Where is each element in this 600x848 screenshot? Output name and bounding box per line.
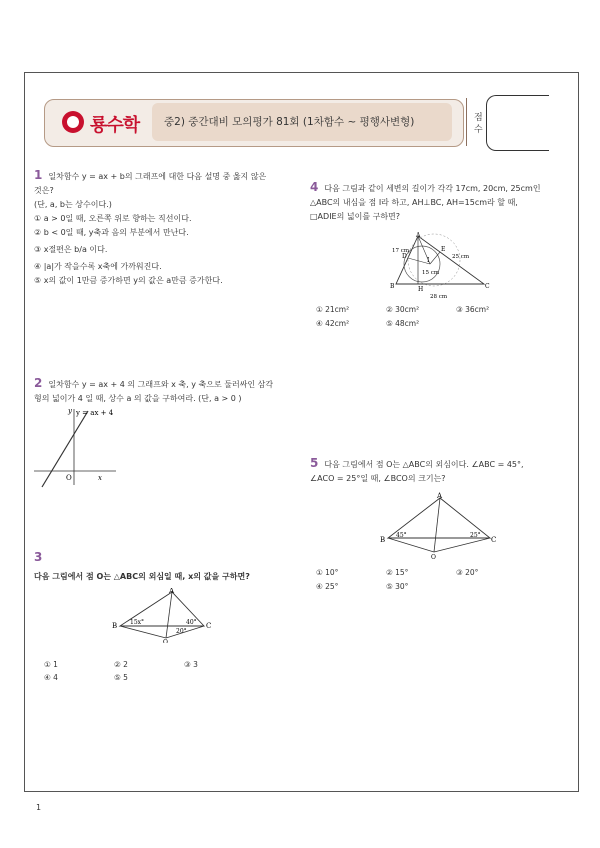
question-number: 1	[34, 168, 43, 182]
option[interactable]: ① 21cm²	[316, 305, 350, 314]
question-text: 것은?	[34, 186, 54, 195]
brand-logo	[58, 108, 146, 138]
side-label: 28 cm	[430, 294, 448, 300]
point-o: O	[163, 639, 168, 643]
page-title: 중2) 중간대비 모의평가 81회 (1차함수 ~ 평행사변형)	[164, 116, 415, 128]
question-number: 2	[34, 376, 43, 390]
question-number: 3	[34, 550, 43, 564]
option[interactable]: ④ 25°	[316, 582, 339, 591]
q2-graph	[30, 405, 120, 490]
height-label: 15 cm	[422, 270, 440, 276]
option[interactable]: ③ 36cm²	[456, 305, 490, 314]
q4-options	[316, 305, 536, 335]
logo-icon	[62, 111, 84, 133]
header	[44, 99, 464, 147]
point-e: E	[441, 246, 446, 253]
vertex-a: A	[169, 588, 175, 595]
question-number: 4	[310, 180, 319, 194]
q3-options	[44, 660, 264, 690]
segment-ao	[434, 498, 440, 552]
point-d: D	[402, 253, 407, 260]
question-text: 형의 넓이가 4 일 때, 상수 a 의 값을 구하여라. (단, a > 0 )	[34, 394, 242, 403]
q3-figure	[110, 588, 220, 643]
question-text: □ADIE의 넓이를 구하면?	[310, 212, 401, 221]
segment-co	[434, 538, 490, 552]
angle-label: 40°	[186, 619, 197, 626]
option[interactable]: ⑤ 5	[114, 673, 128, 682]
option[interactable]: ③ 3	[184, 660, 198, 669]
side-label: 17 cm	[392, 248, 410, 254]
option[interactable]: ② b < 0일 때, y축과 음의 부분에서 만난다.	[34, 228, 189, 237]
option[interactable]: ② 30cm²	[386, 305, 420, 314]
point-i: I	[427, 257, 430, 264]
question-text: (단, a, b는 상수이다.)	[34, 200, 112, 209]
x-axis-label: x	[98, 474, 102, 482]
point-o: O	[431, 554, 436, 560]
option[interactable]: ② 2	[114, 660, 128, 669]
option[interactable]: ② 15°	[386, 568, 409, 577]
graph-label: y = ax + 4	[76, 409, 114, 417]
option[interactable]: ⑤ 30°	[386, 582, 409, 591]
option[interactable]: ① a > 0일 때, 오른쪽 위로 향하는 직선이다.	[34, 214, 192, 223]
question-text: 다음 그림과 같이 세변의 길이가 각각 17cm, 20cm, 25cm인	[324, 184, 541, 193]
vertex-b: B	[112, 622, 118, 630]
vertex-a: A	[437, 492, 443, 500]
question-5	[310, 456, 570, 486]
q5-options	[316, 568, 536, 598]
option[interactable]: ④ 42cm²	[316, 319, 350, 328]
score-box	[486, 95, 549, 151]
vertex-c: C	[485, 283, 490, 290]
segment-ie	[430, 252, 440, 264]
segment-bo	[388, 538, 434, 552]
vertex-b: B	[390, 283, 395, 290]
question-text: ∠ACO = 25°일 때, ∠BCO의 크기는?	[310, 474, 446, 483]
angle-label: 15x°	[130, 619, 145, 626]
option[interactable]: ⑤ x의 값이 1만큼 증가하면 y의 값은 a만큼 증가한다.	[34, 276, 223, 285]
vertex-c: C	[206, 622, 212, 630]
question-text: 일차함수 y = ax + 4 의 그래프와 x 축, y 축으로 둘러싸인 삼각	[48, 380, 274, 389]
question-1	[34, 168, 304, 288]
question-text: △ABC의 내심을 점 I라 하고, AH⊥BC, AH=15cm라 할 때,	[310, 198, 518, 207]
angle-label: 25°	[470, 532, 481, 539]
option[interactable]: ① 1	[44, 660, 58, 669]
question-4	[310, 180, 570, 224]
q4-figure	[388, 232, 498, 300]
option[interactable]: ③ x절편은 b/a 이다.	[34, 245, 108, 254]
point-h: H	[418, 286, 424, 293]
question-text: 다음 그림에서 점 O는 △ABC의 외심일 때, x의 값을 구하면?	[34, 572, 250, 581]
angle-label: 45°	[396, 532, 407, 539]
segment-bo	[120, 626, 166, 638]
side-label: 25 cm	[452, 254, 470, 260]
segment-ao	[166, 592, 172, 638]
vertex-a: A	[416, 232, 421, 239]
angle-label: 20°	[176, 628, 187, 635]
option[interactable]: ④ 4	[44, 673, 58, 682]
score-label: 점수	[474, 113, 483, 135]
option[interactable]: ③ 20°	[456, 568, 479, 577]
option[interactable]: ① 10°	[316, 568, 339, 577]
vertex-c: C	[491, 536, 497, 544]
y-axis-label: y	[68, 407, 72, 415]
q5-figure	[378, 492, 498, 560]
option[interactable]: ⑤ 48cm²	[386, 319, 420, 328]
question-text: 다음 그림에서 점 O는 △ABC의 외심이다. ∠ABC = 45°,	[324, 460, 524, 469]
question-2	[34, 376, 304, 406]
brand-name: 룡수학	[90, 115, 140, 136]
question-3	[34, 550, 304, 584]
function-line	[42, 411, 88, 487]
question-number: 5	[310, 456, 319, 470]
option[interactable]: ④ |a|가 작을수록 x축에 가까워진다.	[34, 262, 162, 271]
vertex-b: B	[380, 536, 386, 544]
origin-label: O	[66, 474, 72, 482]
question-text: 일차함수 y = ax + b의 그래프에 대한 다음 설명 중 옳지 않은	[48, 172, 267, 181]
page-number: 1	[36, 803, 42, 812]
header-divider	[466, 98, 467, 146]
